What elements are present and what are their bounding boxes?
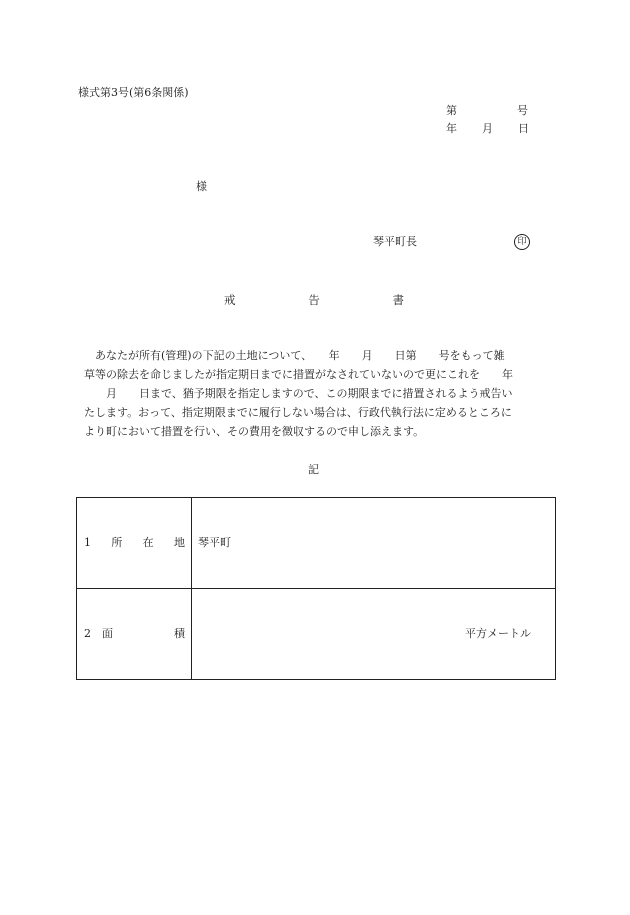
location-label-cell <box>77 498 192 589</box>
label-char: 面 <box>102 627 113 640</box>
document-number <box>446 104 528 118</box>
table-row <box>77 589 556 680</box>
title-char-1: 戒 <box>224 293 236 307</box>
body-line: 月 日まで、猶予期限を指定しますので、この期限までに措置されるよう戒告い <box>84 387 513 400</box>
body-line: 草等の除去を命じましたが指定期日までに措置がなされていないので更にこれを 年 <box>84 368 513 381</box>
label-char: 在 <box>142 536 154 549</box>
ki-heading: 記 <box>308 463 319 476</box>
label-char: 所 <box>111 536 123 549</box>
body-line: たします。おって、指定期限までに履行しない場合は、行政代執行法に定めるところに <box>84 406 512 419</box>
label-char: 地 <box>173 536 185 549</box>
table-row <box>77 498 556 589</box>
sender-title: 琴平町長 <box>373 235 417 248</box>
area-value-cell <box>192 589 556 680</box>
doc-number-prefix: 第 <box>446 104 457 117</box>
area-unit: 平方メートル <box>465 627 531 640</box>
document-title <box>224 293 404 307</box>
area-label-cell <box>77 589 192 680</box>
body-line: より町において措置を行い、その費用を徴収するので申し添えます。 <box>84 425 425 438</box>
location-value-cell <box>192 498 556 589</box>
date-month: 月 <box>482 122 493 135</box>
seal-mark: 印 <box>514 234 530 250</box>
title-char-2: 告 <box>308 293 320 307</box>
label-char: 積 <box>174 627 185 640</box>
title-char-3: 書 <box>392 293 404 307</box>
row-number: 1 <box>84 536 91 549</box>
doc-number-suffix: 号 <box>517 104 528 117</box>
details-table <box>76 497 556 680</box>
location-value: 琴平町 <box>198 536 231 549</box>
issue-date <box>446 122 529 136</box>
date-day: 日 <box>518 122 529 135</box>
body-line: あなたが所有(管理)の下記の土地について、 年 月 日第 号をもって雑 <box>84 349 505 362</box>
form-number-header: 様式第3号(第6条関係) <box>78 86 189 99</box>
addressee-honorific: 様 <box>196 180 207 193</box>
date-year: 年 <box>446 122 457 135</box>
row-number: 2 <box>84 627 91 640</box>
